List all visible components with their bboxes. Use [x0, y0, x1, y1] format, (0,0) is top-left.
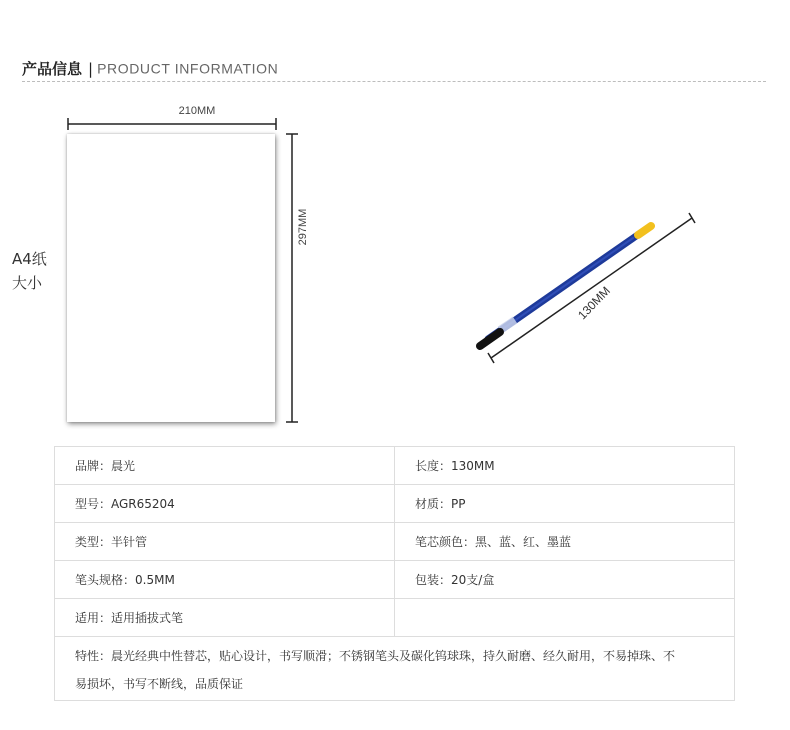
- pen-refill: [480, 226, 651, 346]
- spec-packaging: 包装：20支/盒: [395, 561, 735, 599]
- section-title-en: PRODUCT INFORMATION: [97, 60, 279, 77]
- paper-height-label: 297MM: [297, 208, 309, 246]
- spec-table: [54, 446, 735, 701]
- section-title-cn: 产品信息: [22, 60, 83, 78]
- spec-type: 类型：半针管: [55, 523, 395, 561]
- pen-length-label: 130MM: [575, 283, 613, 323]
- spec-tip-size: 笔头规格：0.5MM: [55, 561, 395, 599]
- spec-features: 特性：晨光经典中性替芯，贴心设计，书写顺滑；不锈钢笔头及碳化钨球珠，持久耐磨、经久耐用，不易掉珠、不易损坏，书写不断线，品质保证: [55, 637, 735, 701]
- spec-material: 材质：PP: [395, 485, 735, 523]
- spec-applicable: 适用：适用插拔式笔: [55, 599, 395, 637]
- spec-length: 长度：130MM: [395, 447, 735, 485]
- paper-size-caption-line2: 大小: [12, 274, 43, 292]
- paper-size-caption: [12, 247, 47, 295]
- a4-paper-illustration: [67, 134, 275, 422]
- table-row: [55, 599, 735, 637]
- spec-empty-cell: [395, 599, 735, 637]
- spec-ink-colors: 笔芯颜色：黑、蓝、红、墨蓝: [395, 523, 735, 561]
- refill-tail-plug: [638, 226, 651, 235]
- table-row: [55, 561, 735, 599]
- table-row: [55, 485, 735, 523]
- table-row: [55, 637, 735, 701]
- refill-metal-collar: [500, 320, 515, 330]
- title-separator: |: [88, 59, 94, 78]
- spec-brand: 品牌：晨光: [55, 447, 395, 485]
- pen-refill-illustration: [460, 200, 710, 370]
- table-row: [55, 447, 735, 485]
- table-row: [55, 523, 735, 561]
- pen-dimension-line: [488, 213, 695, 363]
- spec-model: 型号：AGR65204: [55, 485, 395, 523]
- paper-size-caption-line1: A4纸: [12, 250, 47, 268]
- paper-width-label: 210MM: [178, 105, 216, 117]
